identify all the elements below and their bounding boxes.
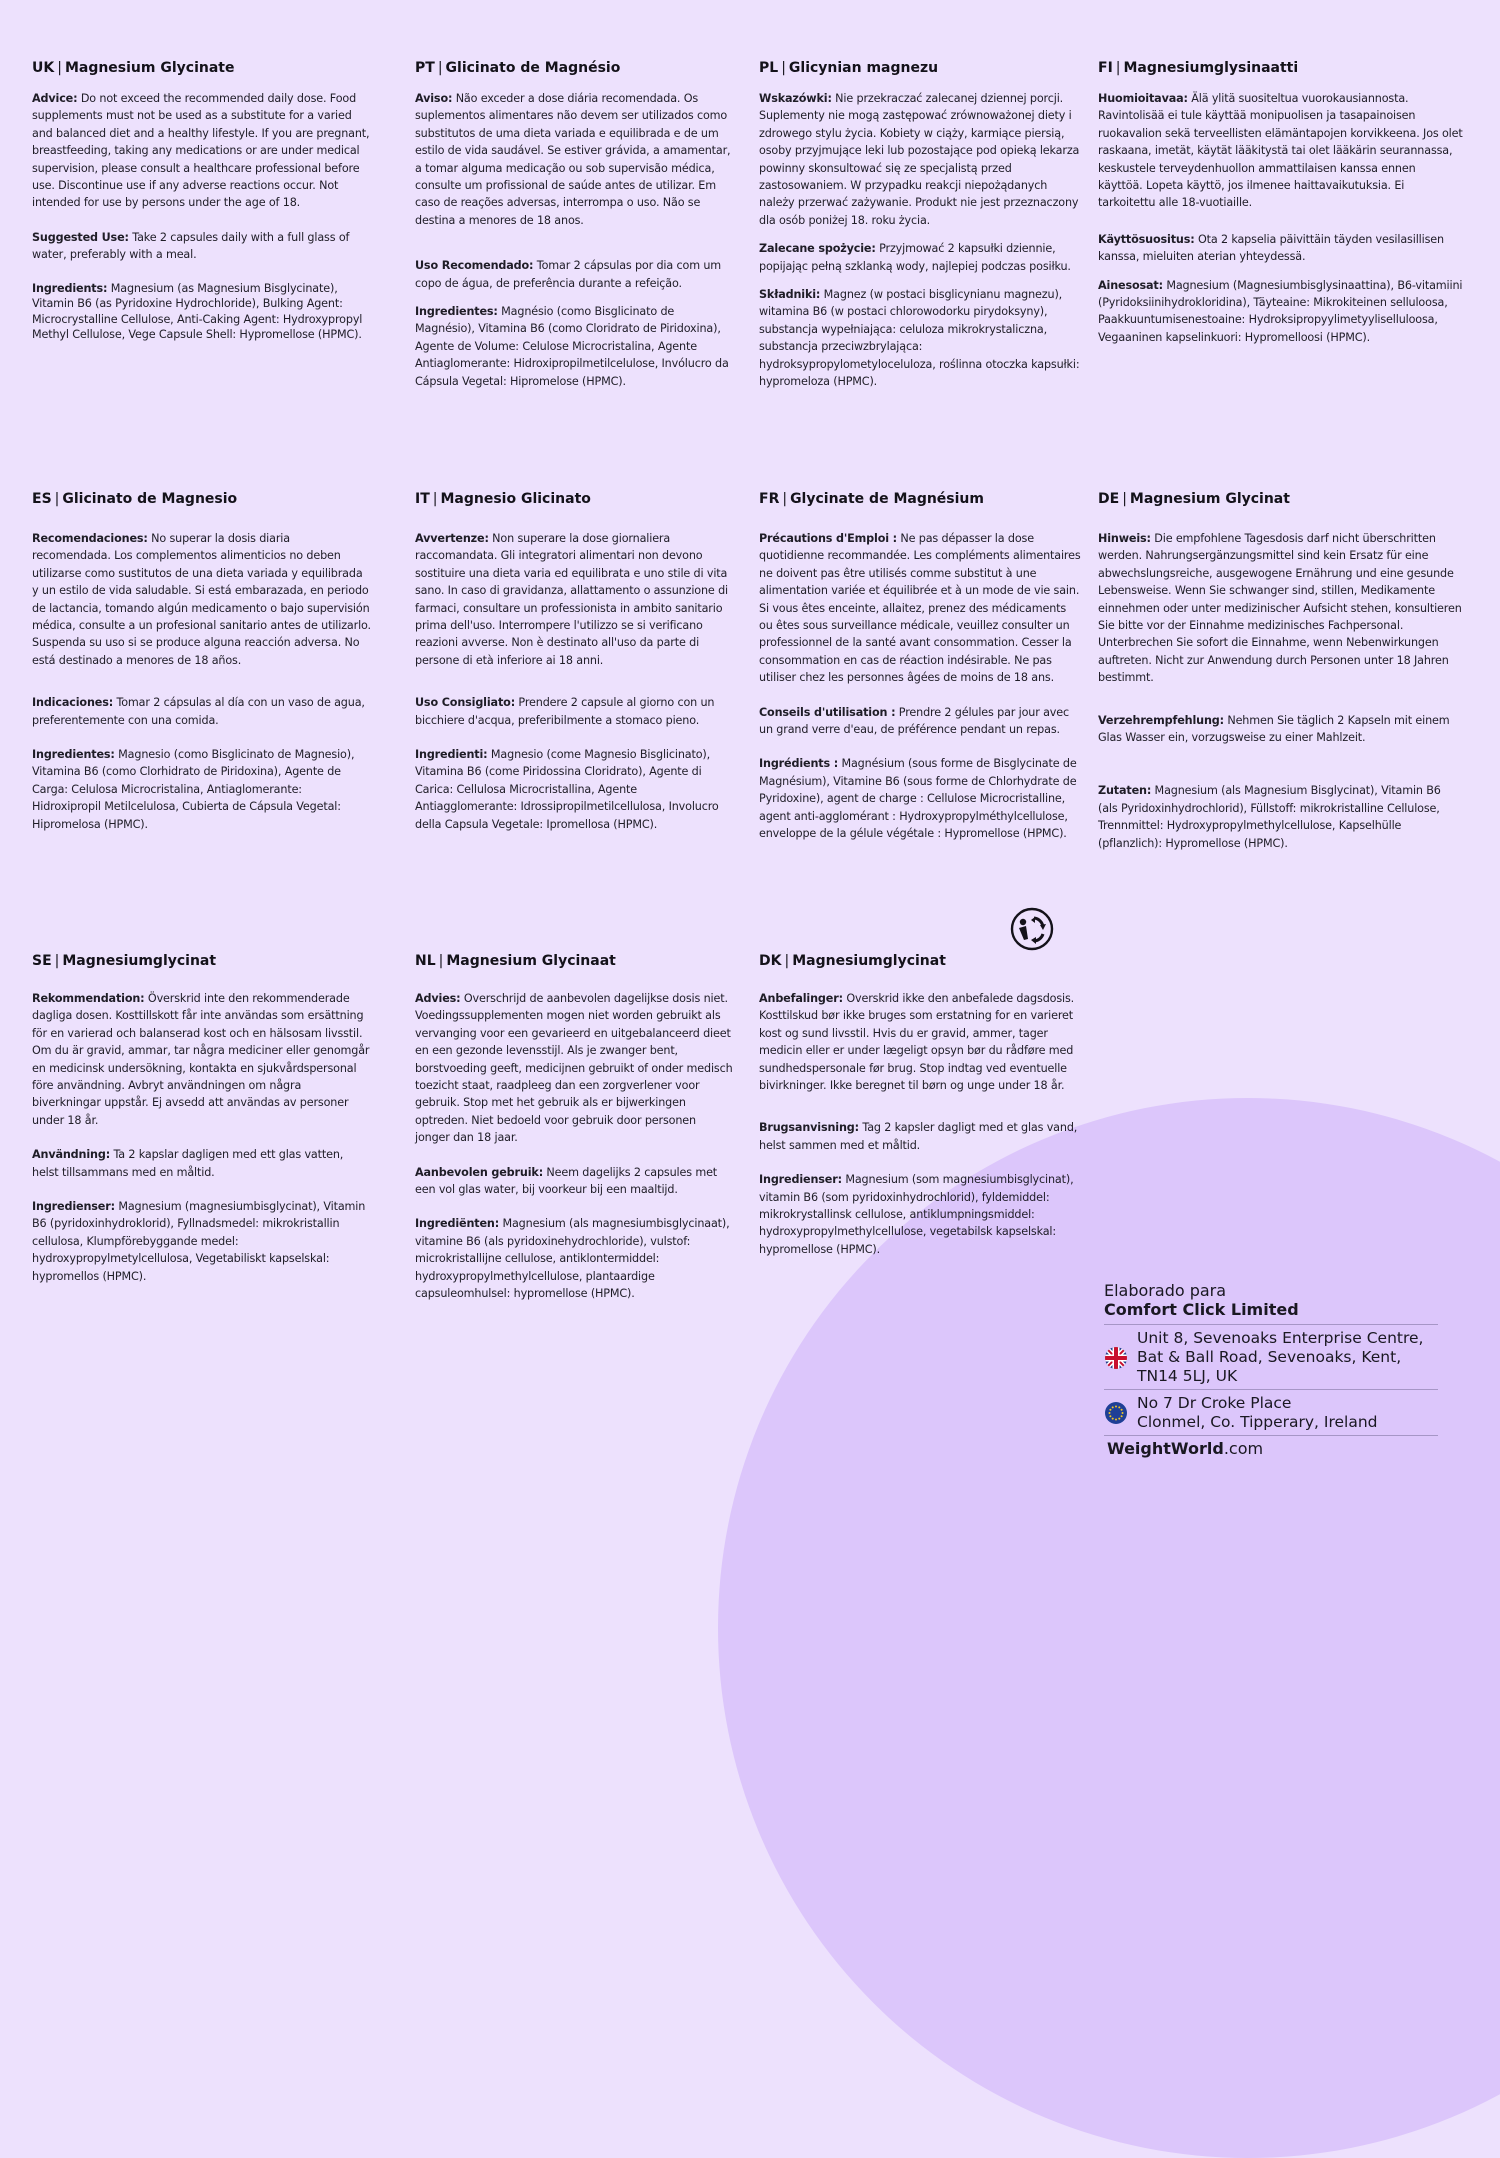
section-pl [759,59,1081,391]
section-nl [415,952,733,1303]
ingredients-text: Składniki: Magnez (w postaci bisglicynianu magnezu), witamina B6 (w postaci chlorowodorku pirydoksyny), substancja wypełniająca: celuloza mikrokrystaliczna, substancja przeciwzbrylająca: hydroksypropylometyloceluloza, roślinna otoczka kapsułki: hypromeloza (HPMC). [759,288,1080,389]
section-title: FI | Magnesiumglysinaatti [1098,60,1299,76]
made-for-label: Elaborado para [1104,1281,1227,1300]
uk-address-row [1104,1324,1438,1389]
ingredients-text: Ingredienti: Magnesio (come Magnesio Bisglicinato), Vitamina B6 (come Piridossina Cloridrato), Agente di Carica: Cellulosa Microcristallina, Agente Antiagglomerante: Idrossipropilmetilcellulosa, Involucro della Capsula Vegetale: Ipromellosa (HPMC). [415,748,719,831]
usage-text: Zalecane spożycie: Przyjmować 2 kapsułki dziennie, popijając pełną szklanką wody, najlepiej podczas posiłku. [759,242,1071,273]
section-title: NL | Magnesium Glycinaat [415,953,616,969]
section-pt [415,59,733,390]
uk-address: Unit 8, Sevenoaks Enterprise Centre, Bat & Ball Road, Sevenoaks, Kent, TN14 5LJ, UK [1137,1329,1424,1385]
advice-text: Anbefalinger: Overskrid ikke den anbefalede dagsdosis. Kosttilskud bør ikke bruges som erstatning for en varieret kost og sund livsstil. Hvis du er gravid, ammer, tager medicin eller er under lægeligt opsyn bør du rådføre med sundhedspersonale før brug. Stop indtag ved eventuelle bivirkninger. Ikke beregnet til børn og unge under 18 år. [759,992,1075,1093]
advice-text: Aviso: Não exceder a dose diária recomendada. Os suplementos alimentares não devem ser utilizados como substitutos de uma dieta variada e equilibrada e de um estilo de vida saudável. Se estiver grávida, a amamentar, a tomar alguma medicação ou sob supervisão médica, consulte um profissional de saúde antes de utilizar. Em caso de reações adversas, interrompa o uso. Não se destina a menores de 18 anos. [415,92,731,227]
section-fr [759,490,1081,843]
section-es [32,490,372,833]
usage-text: Suggested Use: Take 2 capsules daily with a full glass of water, preferably with a meal. [32,230,350,262]
company-name: Comfort Click Limited [1104,1300,1299,1319]
section-title: PT | Glicinato de Magnésio [415,60,621,76]
eu-address-row [1104,1389,1438,1435]
section-title: UK | Magnesium Glycinate [32,60,235,76]
usage-text: Användning: Ta 2 kapslar dagligen med ett glas vatten, helst tillsammans med en måltid. [32,1148,344,1179]
ingredients-text: Ainesosat: Magnesium (Magnesiumbisglysinaattina), B6-vitamiini (Pyridoksiinihydrokloridina), Täyteaine: Mikrokiteinen selluloosa, Paakkuuntumisenestoaine: Hydroksipropyylimetyyliselluloosa, Vegaaninen kapselinkuori: Hypromelloosi (HPMC). [1098,278,1463,344]
eu-address: No 7 Dr Croke Place Clonmel, Co. Tipperary, Ireland [1137,1394,1378,1431]
section-title: ES | Glicinato de Magnesio [32,491,238,507]
section-uk [32,59,372,343]
ingredients-text: Ingredients: Magnesium (as Magnesium Bisglycinate), Vitamin B6 (as Pyridoxine Hydrochloride), Bulking Agent: Microcrystalline Cellulose, Anti-Caking Agent: Hydroxypropyl Methyl Cellulose, Vege Capsule Shell: Hypromellose (HPMC). [32,281,363,342]
usage-text: Aanbevolen gebruik: Neem dagelijks 2 capsules met een vol glas water, bij voorkeur bij een maaltijd. [415,1165,718,1197]
advice-text: Wskazówki: Nie przekraczać zalecanej dziennej porcji. Suplementy nie mogą zastępować zrównoważonej diety i zdrowego stylu życia. Kobiety w ciąży, karmiące piersią, osoby przyjmujące leki lub pozostające pod opieką lekarza powinny skonsultować się ze specjalistą przed zastosowaniem. W przypadku reakcji niepożądanych należy przerwać zażywanie. Produkt nie jest przeznaczony dla osób poniżej 18. roku życia. [759,92,1080,227]
usage-text: Brugsanvisning: Tag 2 kapsler dagligt med et glas vand, helst sammen med et måltid. [759,1121,1078,1152]
section-title: FR | Glycinate de Magnésium [759,491,984,507]
ingredients-text: Ingredientes: Magnésio (como Bisglicinato de Magnésio), Vitamina B6 (como Cloridrato de Piridoxina), Agente de Volume: Celulose Microcristalina, Agente Antiaglomerante: Hidroxipropilmetilcelulose, Invólucro da Cápsula Vegetal: Hipromelose (HPMC). [415,305,729,388]
eu-flag-icon [1104,1401,1128,1425]
usage-text: Uso Consigliato: Prendere 2 capsule al giorno con un bicchiere d'acqua, preferibilmente a stomaco pieno. [415,696,715,727]
ingredients-text: Zutaten: Magnesium (als Magnesium Bisglycinat), Vitamin B6 (als Pyridoxinhydrochlorid), Füllstoff: mikrokristalline Cellulose, Trennmittel: Hydroxypropylmethylcellulose, Kapselhülle (pflanzlich): Hypromellose (HPMC). [1098,784,1441,850]
brand-website: WeightWorld.com [1104,1435,1438,1459]
usage-text: Verzehrempfehlung: Nehmen Sie täglich 2 Kapseln mit einem Glas Wasser ein, vorzugsweise zu einer Mahlzeit. [1098,713,1450,745]
section-it [415,490,733,833]
advice-text: Recomendaciones: No superar la dosis diaria recomendada. Los complementos alimenticios no deben utilizarse como sustitutos de una dieta variada y equilibrada y un estilo de vida saludable. Si está embarazada, en periodo de lactancia, tomando algún medicamento o bajo supervisión médica, consulte a un profesional sanitario antes de utilizarlo. Suspenda su uso si se produce alguna reacción adversa. No está destinado a menores de 18 años. [32,532,371,667]
ingredients-text: Ingredientes: Magnesio (como Bisglicinato de Magnesio), Vitamina B6 (como Clorhidrato de Piridoxina), Agente de Carga: Celulosa Microcristalina, Antiaglomerante: Hidroxipropil Metilcelulosa, Cubierta de Cápsula Vegetal: Hipromelosa (HPMC). [32,748,355,831]
usage-text: Käyttösuositus: Ota 2 kapselia päivittäin täyden vesilasillisen kanssa, mieluiten aterian yhteydessä. [1098,232,1444,264]
uk-flag-icon [1104,1346,1128,1370]
ingredients-text: Ingredienser: Magnesium (magnesiumbisglycinat), Vitamin B6 (pyridoxinhydroklorid), Fyllnadsmedel: mikrokristallin cellulosa, Klumpförebyggande medel: hydroxypropylmetylcellulosa, Vegetabiliskt kapselskal: hypromellos (HPMC). [32,1200,366,1283]
advice-text: Huomioitavaa: Älä ylitä suositeltua vuorokausiannosta. Ravintolisää ei tule käyttää monipuolisen ja tasapainoisen ruokavalion sekä terveellisten elämäntapojen korvikkeena. Jos olet raskaana, imetät, käytät lääkitystä tai olet lääkärin seurannassa, keskustele terveydenhuollon ammattilaisen kanssa ennen käyttöä. Lopeta käyttö, jos ilmenee haittavaikutuksia. Ei tarkoitettu alle 18-vuotiaille. [1098,92,1463,210]
usage-text: Indicaciones: Tomar 2 cápsulas al día con un vaso de agua, preferentemente con una comida. [32,696,365,727]
usage-text: Uso Recomendado: Tomar 2 cápsulas por dia com um copo de água, de preferência durante a refeição. [415,259,722,290]
section-title: DK | Magnesiumglycinat [759,953,946,969]
advice-text: Advies: Overschrijd de aanbevolen dagelijkse dosis niet. Voedingssupplementen mogen niet worden gebruikt als vervanging voor een gevarieerd en uitgebalanceerd dieet en een gezonde levensstijl. Als je zwanger bent, borstvoeding geeft, medicijnen gebruikt of onder medisch toezicht staat, raadpleeg dan een zorgverlener voor gebruik. Stop met het gebruik als er bijwerkingen optreden. Niet bedoeld voor gebruik door personen jonger dan 18 jaar. [415,992,733,1145]
advice-text: Rekommendation: Överskrid inte den rekommenderade dagliga dosen. Kosttillskott får inte användas som ersättning för en varierad och balanserad kost och en hälsosam livsstil. Om du är gravid, ammar, tar några mediciner eller genomgår en medicinsk undersökning, kontakta en sjukvårdspersonal före användning. Avbryt användningen om några biverkningar uppstår. Ej avsedd att användas av personer under 18 år. [32,992,370,1127]
advice-text: Hinweis: Die empfohlene Tagesdosis darf nicht überschritten werden. Nahrungsergänzungsmittel sind kein Ersatz für eine abwechslungsreiche, ausgewogene Ernährung und eine gesunde Lebensweise. Wenn Sie schwanger sind, stillen, Medikamente einnehmen oder unter medizinischer Aufsicht stehen, konsultieren Sie bitte vor der Einnahme medizinisches Fachpersonal. Unterbrechen Sie sofort die Einnahme, wenn Nebenwirkungen auftreten. Nicht zur Anwendung durch Personen unter 18 Jahren bestimmt. [1098,532,1462,685]
usage-text: Conseils d'utilisation : Prendre 2 gélules par jour avec un grand verre d'eau, de préférence pendant un repas. [759,705,1069,737]
advice-text: Avvertenze: Non superare la dose giornaliera raccomandata. Gli integratori alimentari non devono sostituire una dieta varia ed equilibrata e uno stile di vita sano. In caso di gravidanza, allattamento o assunzione di farmaci, consultare un professionista in ambito sanitario prima dell'uso. Interrompere l'utilizzo se si verificano reazioni avverse. Non è destinato all'uso da parte di persone di età inferiore ai 18 anni. [415,532,728,667]
section-de [1098,490,1463,852]
manufacturer-footer [1104,1281,1438,1459]
ingredients-text: Ingrédients : Magnésium (sous forme de Bisglycinate de Magnésium), Vitamine B6 (sous forme de Chlorhydrate de Pyridoxine), agent de charge : Cellulose Microcristalline, agent anti-agglomérant : Hydroxypropylméthylcellulose, enveloppe de la gélule végétale : Hypromellose (HPMC). [759,757,1077,841]
section-title: SE | Magnesiumglycinat [32,953,217,969]
section-se [32,952,372,1285]
advice-text: Précautions d'Emploi : Ne pas dépasser la dose quotidienne recommandée. Les compléments alimentaires ne doivent pas être utilisés comme substitut à une alimentation variée et équilibrée et à un mode de vie sain. Si vous êtes enceinte, allaitez, prenez des médicaments ou êtes sous surveillance médicale, veuillez consulter un professionnel de la santé avant consommation. Cesser la consommation en cas de réaction indésirable. Ne pas utiliser chez les personnes âgées de moins de 18 ans. [759,532,1081,685]
section-title: IT | Magnesio Glicinato [415,491,591,507]
section-title: PL | Glicynian magnezu [759,60,939,76]
ingredients-text: Ingrediënten: Magnesium (als magnesiumbisglycinaat), vitamine B6 (als pyridoxinehydrochloride), vulstof: microkristallijne cellulose, antiklontermiddel: hydroxypropylmethylcellulose, plantaardige capsuleomhulsel: hypromellose (HPMC). [415,1217,730,1301]
section-fi [1098,59,1463,346]
section-dk [759,952,1081,1258]
triman-recycle-icon [1009,906,1055,952]
advice-text: Advice: Do not exceed the recommended daily dose. Food supplements must not be used as a substitute for a varied and balanced diet and a healthy lifestyle. If you are pregnant, breastfeeding, taking any medications or are under medical supervision, please consult a healthcare professional before use. Discontinue use if any adverse reactions occur. Not intended for use by persons under the age of 18. [32,92,370,210]
section-title: DE | Magnesium Glycinat [1098,491,1290,507]
ingredients-text: Ingredienser: Magnesium (som magnesiumbisglycinat), vitamin B6 (som pyridoxinhydrochlorid), fyldemiddel: mikrokrystallinsk cellulose, antiklumpningsmiddel: hydroxypropylmethylcellulose, vegetabilsk kapselskal: hypromellose (HPMC). [759,1173,1074,1256]
